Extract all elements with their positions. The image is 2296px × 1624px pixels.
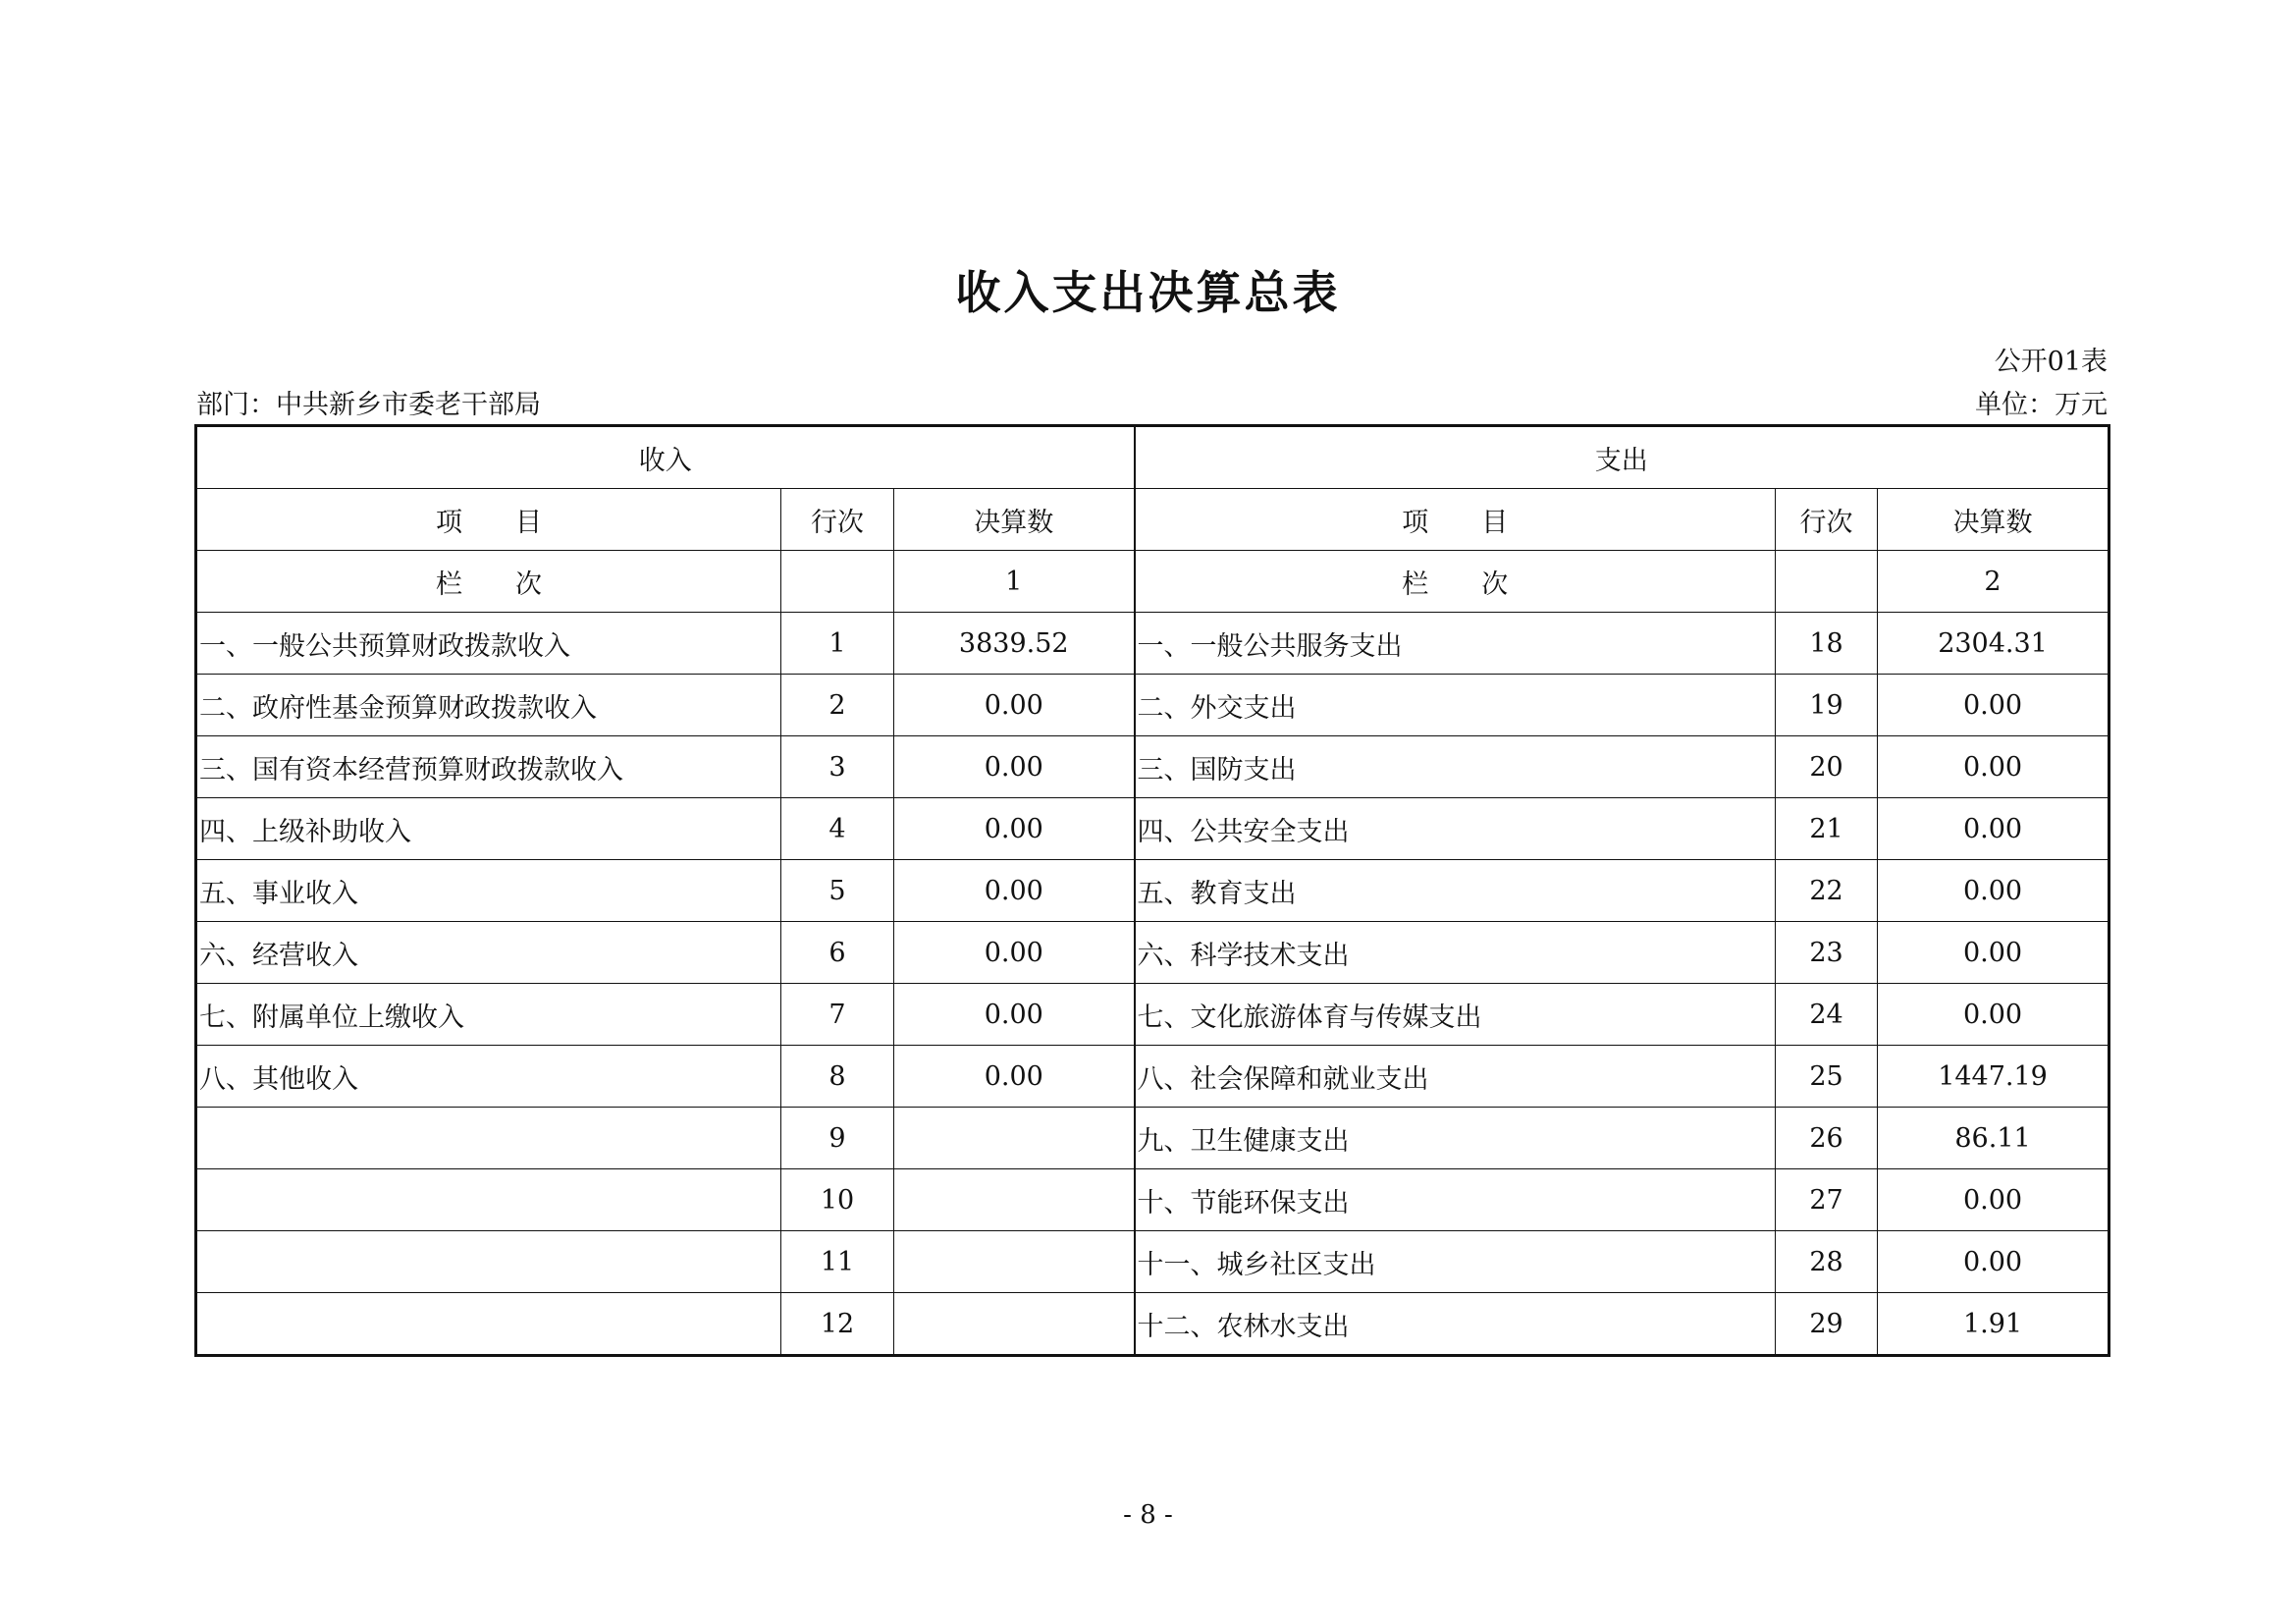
income-amount-cell: 0.00 [894,860,1135,922]
table-row [196,613,2109,675]
expense-item-cell: 六、科学技术支出 [1135,922,1776,984]
unit-label: 单位：万元 [1975,390,2108,420]
expense-amount-cell: 0.00 [1878,1231,2109,1293]
expense-amount-cell: 2304.31 [1878,613,2109,675]
income-item-cell: 一、一般公共预算财政拨款收入 [196,613,781,675]
income-amount-cell [894,1293,1135,1356]
table-row [196,1046,2109,1108]
expense-item-cell: 十、节能环保支出 [1135,1169,1776,1231]
income-amount-cell: 0.00 [894,798,1135,860]
expense-item-cell: 三、国防支出 [1135,736,1776,798]
income-amount-cell: 0.00 [894,922,1135,984]
table-row [196,1169,2109,1231]
section-header-row [196,426,2109,489]
income-expense-table [194,424,2110,1357]
expense-line-cell: 19 [1776,675,1878,736]
page-number: - 8 - [1123,1500,1173,1530]
expense-line-cell: 26 [1776,1108,1878,1169]
expense-line-cell: 24 [1776,984,1878,1046]
income-line-cell: 5 [781,860,894,922]
expense-item-cell: 八、社会保障和就业支出 [1135,1046,1776,1108]
expense-amount-cell: 0.00 [1878,736,2109,798]
expense-amount-cell: 0.00 [1878,922,2109,984]
expense-item-cell: 十二、农林水支出 [1135,1293,1776,1356]
column-number-row [196,551,2109,613]
income-item-cell: 五、事业收入 [196,860,781,922]
income-line-cell: 11 [781,1231,894,1293]
income-item-cell: 七、附属单位上缴收入 [196,984,781,1046]
income-line-cell: 7 [781,984,894,1046]
income-item-cell: 八、其他收入 [196,1046,781,1108]
income-item-cell [196,1231,781,1293]
table-row [196,675,2109,736]
table-row [196,1293,2109,1356]
income-amount-cell: 0.00 [894,736,1135,798]
expense-amount-header: 决算数 [1878,489,2109,551]
expense-column-row-label: 栏 次 [1135,551,1776,613]
expense-item-cell: 二、外交支出 [1135,675,1776,736]
table-row [196,984,2109,1046]
expense-amount-cell: 0.00 [1878,675,2109,736]
expense-item-cell: 十一、城乡社区支出 [1135,1231,1776,1293]
income-column-number: 1 [894,551,1135,613]
expense-item-cell: 七、文化旅游体育与传媒支出 [1135,984,1776,1046]
expense-item-header: 项 目 [1135,489,1776,551]
expense-item-cell: 一、一般公共服务支出 [1135,613,1776,675]
income-line-cell: 2 [781,675,894,736]
income-amount-cell [894,1169,1135,1231]
income-amount-cell: 3839.52 [894,613,1135,675]
income-item-cell [196,1108,781,1169]
expense-amount-cell: 0.00 [1878,798,2109,860]
income-line-cell: 4 [781,798,894,860]
table-row [196,1231,2109,1293]
expense-amount-cell: 0.00 [1878,1169,2109,1231]
expense-line-cell: 23 [1776,922,1878,984]
expense-item-cell: 九、卫生健康支出 [1135,1108,1776,1169]
income-line-cell: 10 [781,1169,894,1231]
income-column-empty [781,551,894,613]
expense-line-cell: 25 [1776,1046,1878,1108]
income-item-cell [196,1169,781,1231]
expense-line-header: 行次 [1776,489,1878,551]
expense-line-cell: 28 [1776,1231,1878,1293]
income-line-header: 行次 [781,489,894,551]
expense-section-header: 支出 [1135,426,2109,489]
income-line-cell: 8 [781,1046,894,1108]
expense-line-cell: 29 [1776,1293,1878,1356]
income-item-cell [196,1293,781,1356]
table-code: 公开01表 [1994,347,2108,377]
income-amount-cell: 0.00 [894,1046,1135,1108]
expense-amount-cell: 0.00 [1878,984,2109,1046]
income-amount-cell [894,1108,1135,1169]
income-amount-cell [894,1231,1135,1293]
expense-line-cell: 20 [1776,736,1878,798]
income-line-cell: 3 [781,736,894,798]
expense-amount-cell: 1447.19 [1878,1046,2109,1108]
expense-amount-cell: 86.11 [1878,1108,2109,1169]
table-row [196,922,2109,984]
column-header-row [196,489,2109,551]
table-row [196,860,2109,922]
income-amount-cell: 0.00 [894,675,1135,736]
expense-line-cell: 18 [1776,613,1878,675]
expense-amount-cell: 0.00 [1878,860,2109,922]
income-column-row-label: 栏 次 [196,551,781,613]
page-title: 收入支出决算总表 [955,266,1341,319]
expense-line-cell: 22 [1776,860,1878,922]
income-amount-header: 决算数 [894,489,1135,551]
expense-column-empty [1776,551,1878,613]
income-item-cell: 四、上级补助收入 [196,798,781,860]
income-item-header: 项 目 [196,489,781,551]
income-item-cell: 三、国有资本经营预算财政拨款收入 [196,736,781,798]
income-line-cell: 9 [781,1108,894,1169]
income-section-header: 收入 [196,426,1135,489]
table-row [196,1108,2109,1169]
income-line-cell: 6 [781,922,894,984]
expense-line-cell: 27 [1776,1169,1878,1231]
income-item-cell: 六、经营收入 [196,922,781,984]
income-item-cell: 二、政府性基金预算财政拨款收入 [196,675,781,736]
table-row [196,736,2109,798]
expense-amount-cell: 1.91 [1878,1293,2109,1356]
income-line-cell: 1 [781,613,894,675]
income-line-cell: 12 [781,1293,894,1356]
expense-column-number: 2 [1878,551,2109,613]
table-row [196,798,2109,860]
income-amount-cell: 0.00 [894,984,1135,1046]
expense-item-cell: 五、教育支出 [1135,860,1776,922]
expense-line-cell: 21 [1776,798,1878,860]
department-label: 部门：中共新乡市委老干部局 [196,390,541,420]
expense-item-cell: 四、公共安全支出 [1135,798,1776,860]
